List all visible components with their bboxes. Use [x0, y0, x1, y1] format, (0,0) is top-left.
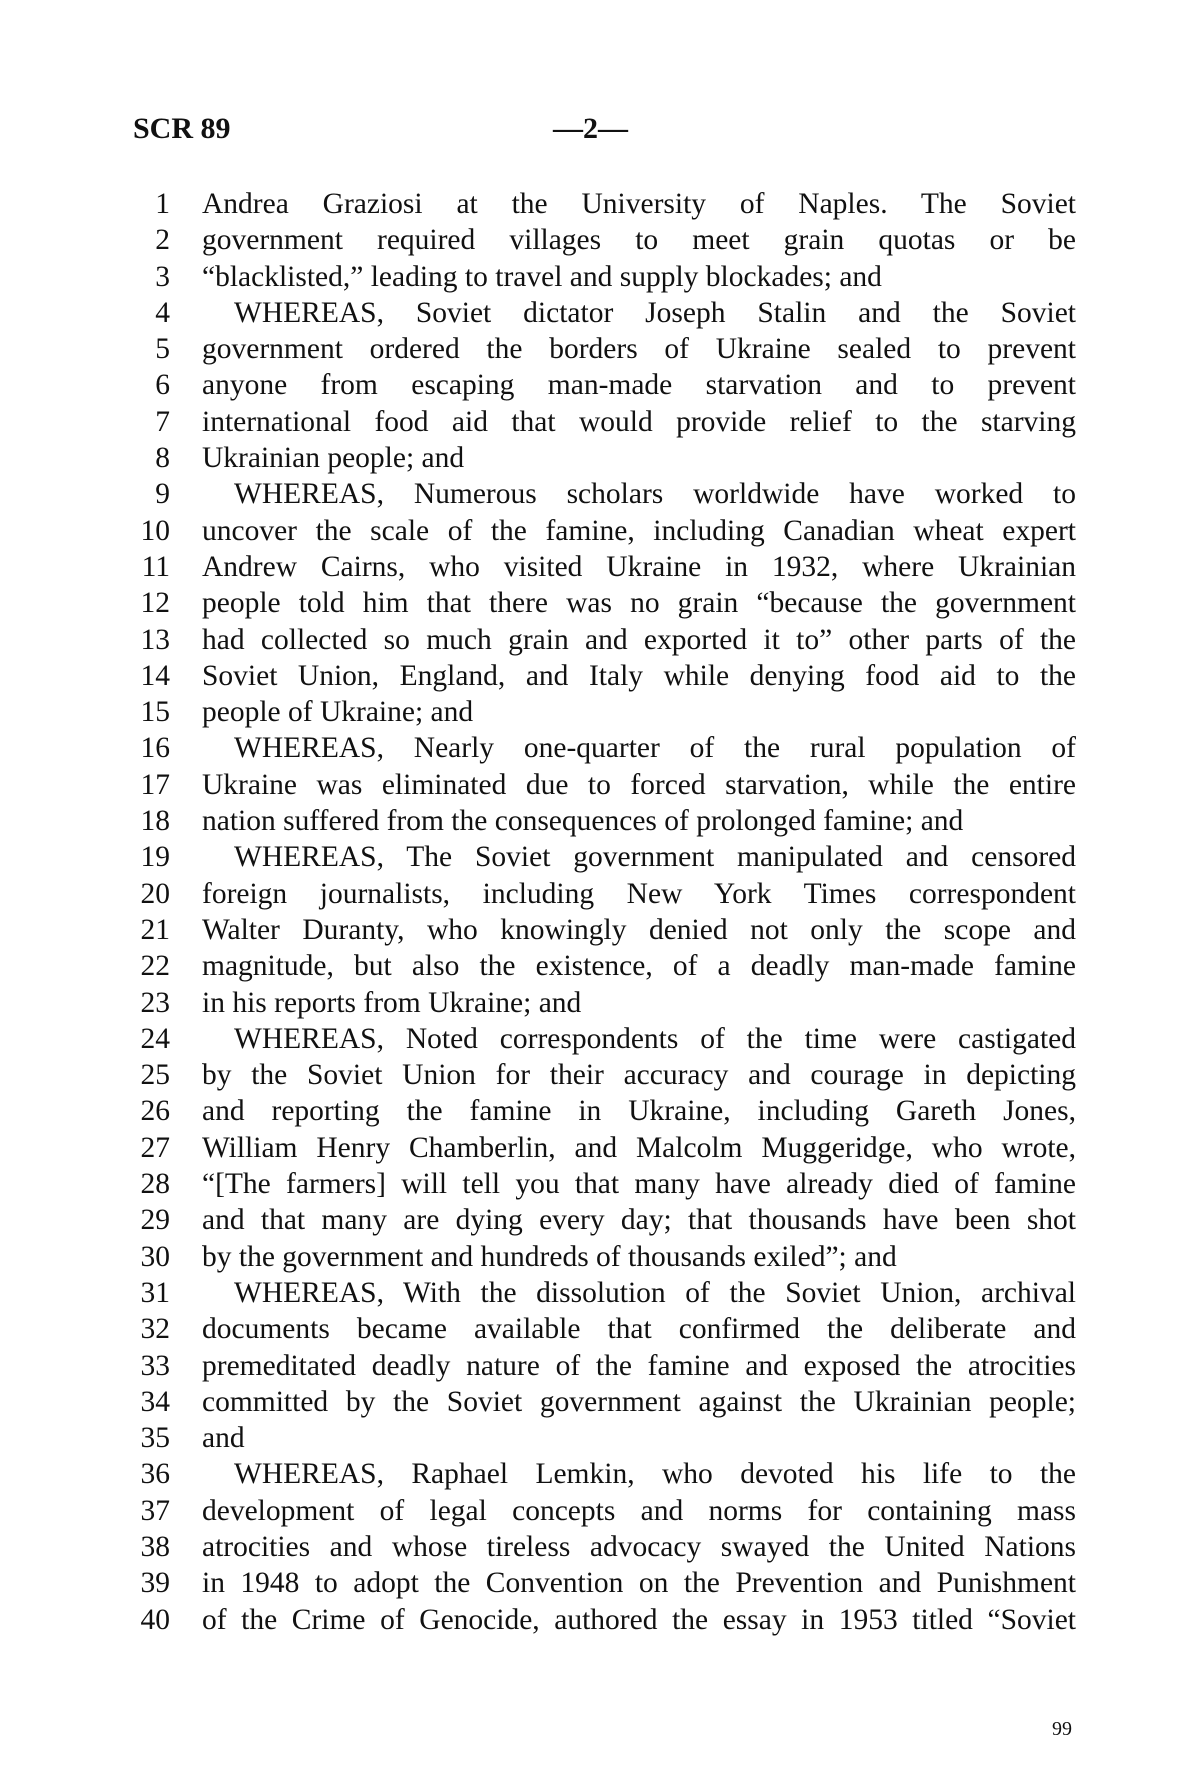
text-line: [120, 1384, 1076, 1420]
line-number: 14: [140, 659, 170, 692]
line-text: and: [202, 1422, 245, 1455]
line-text: WHEREAS, Soviet dictator Joseph Stalin and the Soviet: [234, 296, 1076, 329]
text-line: [120, 1529, 1076, 1565]
page-marker: —2—: [553, 112, 628, 145]
line-number: 30: [140, 1240, 170, 1273]
text-line: [120, 1456, 1076, 1492]
text-line: [120, 549, 1076, 585]
line-text: Ukraine was eliminated due to forced starvation, while the entire: [202, 768, 1076, 801]
line-text: WHEREAS, Noted correspondents of the time were castigated: [234, 1022, 1076, 1055]
line-number: 7: [155, 405, 170, 438]
text-line: [120, 1493, 1076, 1529]
line-number: 35: [140, 1422, 170, 1455]
text-line: [120, 730, 1076, 766]
line-number: 22: [140, 950, 170, 983]
line-number: 2: [155, 224, 170, 257]
line-number: 11: [141, 550, 170, 583]
line-text: had collected so much grain and exported it to” other parts of the: [202, 623, 1076, 656]
text-line: [120, 476, 1076, 512]
text-line: [120, 985, 1076, 1021]
line-number: 5: [155, 333, 170, 366]
text-line: [120, 767, 1076, 803]
line-number: 16: [140, 732, 170, 765]
line-text: Soviet Union, England, and Italy while denying food aid to the: [202, 659, 1076, 692]
line-text: WHEREAS, With the dissolution of the Soviet Union, archival: [234, 1276, 1076, 1309]
text-line: [120, 622, 1076, 658]
line-number: 27: [140, 1131, 170, 1164]
line-number: 36: [140, 1458, 170, 1491]
text-line: [120, 259, 1076, 295]
text-line: [120, 876, 1076, 912]
line-text: WHEREAS, Numerous scholars worldwide have worked to: [234, 478, 1076, 511]
text-line: [120, 440, 1076, 476]
line-text: atrocities and whose tireless advocacy swayed the United Nations: [202, 1530, 1076, 1563]
text-line: [120, 1602, 1076, 1638]
line-number: 29: [140, 1204, 170, 1237]
line-text: foreign journalists, including New York Times correspondent: [202, 877, 1076, 910]
numbered-text-body: [120, 186, 1076, 1638]
line-text: development of legal concepts and norms for containing mass: [202, 1494, 1076, 1527]
line-number: 4: [155, 296, 170, 329]
text-line: [120, 1348, 1076, 1384]
text-line: [120, 658, 1076, 694]
line-number: 28: [140, 1168, 170, 1201]
line-number: 21: [140, 913, 170, 946]
text-line: [120, 404, 1076, 440]
text-line: [120, 186, 1076, 222]
line-text: Andrew Cairns, who visited Ukraine in 1932, where Ukrainian: [202, 550, 1076, 583]
line-number: 23: [140, 986, 170, 1019]
text-line: [120, 1311, 1076, 1347]
text-line: [120, 1021, 1076, 1057]
line-number: 37: [140, 1494, 170, 1527]
line-text: government ordered the borders of Ukraine sealed to prevent: [202, 333, 1076, 366]
line-text: magnitude, but also the existence, of a deadly man-made famine: [202, 950, 1076, 983]
text-line: [120, 694, 1076, 730]
line-text: premeditated deadly nature of the famine and exposed the atrocities: [202, 1349, 1076, 1382]
text-line: [120, 1239, 1076, 1275]
line-number: 17: [140, 768, 170, 801]
line-number: 15: [140, 696, 170, 729]
text-line: [120, 585, 1076, 621]
line-text: “blacklisted,” leading to travel and supply blockades; and: [202, 260, 882, 293]
line-number: 34: [140, 1385, 170, 1418]
text-line: [120, 1093, 1076, 1129]
line-number: 24: [140, 1022, 170, 1055]
line-number: 8: [155, 442, 170, 475]
text-line: [120, 1565, 1076, 1601]
line-number: 9: [155, 478, 170, 511]
line-text: and that many are dying every day; that thousands have been shot: [202, 1204, 1076, 1237]
page-header: [133, 112, 1073, 152]
line-number: 19: [140, 841, 170, 874]
line-number: 6: [155, 369, 170, 402]
line-number: 12: [140, 587, 170, 620]
line-number: 26: [140, 1095, 170, 1128]
line-text: by the government and hundreds of thousands exiled”; and: [202, 1240, 897, 1273]
text-line: [120, 222, 1076, 258]
line-number: 33: [140, 1349, 170, 1382]
line-text: uncover the scale of the famine, including Canadian wheat expert: [202, 514, 1076, 547]
line-text: Ukrainian people; and: [202, 442, 465, 475]
text-line: [120, 331, 1076, 367]
text-line: [120, 1275, 1076, 1311]
line-text: “[The farmers] will tell you that many have already died of famine: [202, 1168, 1076, 1201]
text-line: [120, 367, 1076, 403]
line-number: 20: [140, 877, 170, 910]
line-text: international food aid that would provide relief to the starving: [202, 405, 1076, 438]
text-line: [120, 803, 1076, 839]
line-text: people told him that there was no grain “because the government: [202, 587, 1076, 620]
line-text: anyone from escaping man-made starvation and to prevent: [202, 369, 1076, 402]
line-number: 40: [140, 1603, 170, 1636]
line-text: committed by the Soviet government against the Ukrainian people;: [202, 1385, 1076, 1418]
line-number: 25: [140, 1059, 170, 1092]
line-number: 10: [140, 514, 170, 547]
line-number: 18: [140, 805, 170, 838]
line-number: 31: [140, 1276, 170, 1309]
line-text: WHEREAS, The Soviet government manipulated and censored: [234, 841, 1076, 874]
line-text: Walter Duranty, who knowingly denied not only the scope and: [202, 913, 1076, 946]
line-number: 38: [140, 1530, 170, 1563]
text-line: [120, 839, 1076, 875]
text-line: [120, 912, 1076, 948]
line-number: 3: [155, 260, 170, 293]
bill-id: SCR 89: [133, 112, 231, 145]
line-text: William Henry Chamberlin, and Malcolm Muggeridge, who wrote,: [202, 1131, 1076, 1164]
line-text: Andrea Graziosi at the University of Naples. The Soviet: [202, 188, 1076, 220]
line-text: government required villages to meet grain quotas or be: [202, 224, 1076, 257]
line-text: in his reports from Ukraine; and: [202, 986, 582, 1019]
text-line: [120, 295, 1076, 331]
line-text: and reporting the famine in Ukraine, including Gareth Jones,: [202, 1095, 1076, 1128]
text-line: [120, 948, 1076, 984]
line-text: documents became available that confirmed the deliberate and: [202, 1313, 1076, 1346]
line-text: WHEREAS, Nearly one-quarter of the rural population of: [234, 732, 1076, 765]
line-text: by the Soviet Union for their accuracy and courage in depicting: [202, 1059, 1076, 1092]
line-text: in 1948 to adopt the Convention on the Prevention and Punishment: [202, 1567, 1076, 1600]
line-text: WHEREAS, Raphael Lemkin, who devoted his life to the: [234, 1458, 1076, 1491]
line-number: 39: [140, 1567, 170, 1600]
text-line: [120, 1166, 1076, 1202]
text-line: [120, 1420, 1076, 1456]
line-number: 1: [155, 188, 170, 220]
text-line: [120, 1057, 1076, 1093]
line-number: 13: [140, 623, 170, 656]
text-line: [120, 1202, 1076, 1238]
text-line: [120, 1130, 1076, 1166]
line-number: 32: [140, 1313, 170, 1346]
text-line: [120, 513, 1076, 549]
line-text: people of Ukraine; and: [202, 696, 474, 729]
line-text: of the Crime of Genocide, authored the essay in 1953 titled “Soviet: [202, 1603, 1076, 1636]
line-text: nation suffered from the consequences of prolonged famine; and: [202, 805, 964, 838]
folio-number: 99: [1052, 1718, 1072, 1740]
